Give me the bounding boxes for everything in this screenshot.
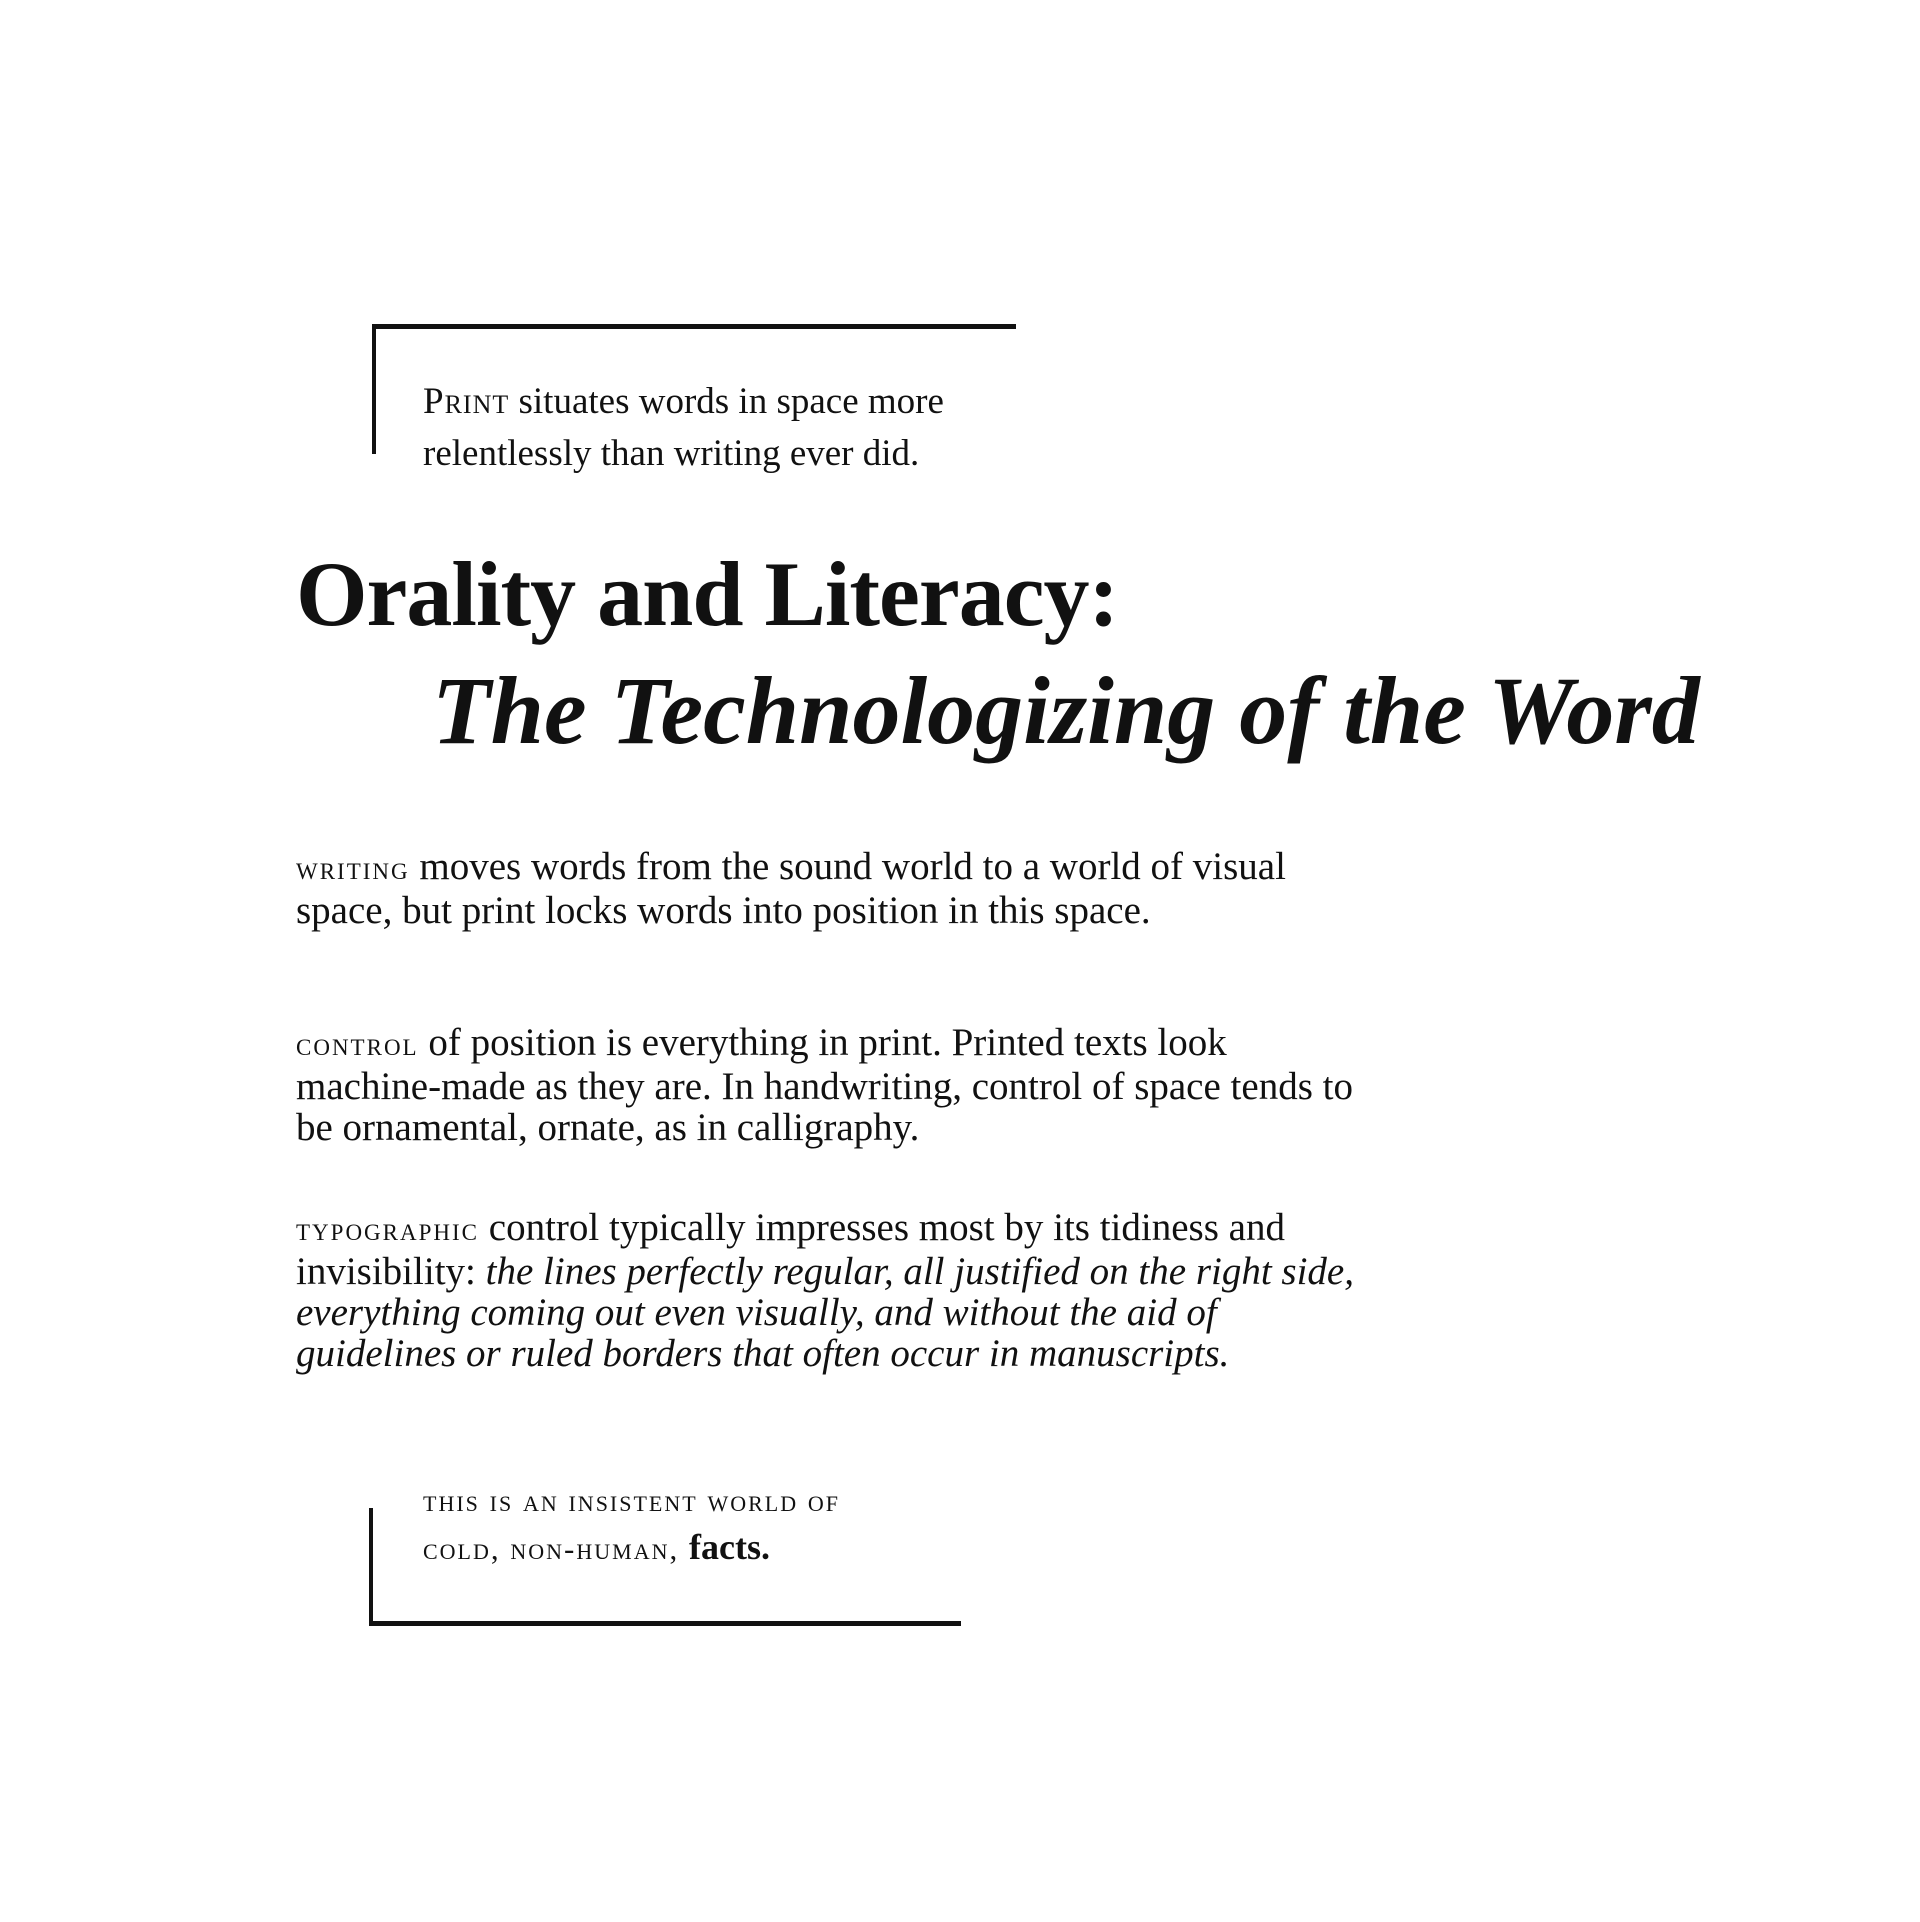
paragraph-lead-word: typographic bbox=[296, 1212, 480, 1248]
bottom-quote-line2: cold, non-human, bbox=[423, 1531, 689, 1566]
paragraph-control bbox=[296, 1022, 1356, 1148]
top-bracket-vertical-rule bbox=[372, 324, 376, 454]
page-subtitle: The Technologizing of the Word bbox=[432, 657, 1700, 764]
top-bracket-horizontal-rule bbox=[372, 324, 1016, 329]
bottom-quote-line1: this is an insistent world of bbox=[423, 1483, 840, 1518]
paragraph-text: of position is everything in print. Printed texts look machine-made as they are. In handwriting, control of space tends to be ornamental, ornate, as in calligraphy. bbox=[296, 1021, 1353, 1149]
top-quote-lead-word: Print bbox=[423, 381, 510, 422]
bottom-quote-emphasis: facts. bbox=[689, 1527, 770, 1567]
paragraph-writing bbox=[296, 846, 1356, 931]
top-quote-line2: relentlessly than writing ever did. bbox=[423, 433, 920, 474]
top-quote-line1-rest: situates words in space more bbox=[509, 381, 944, 422]
page-title: Orality and Literacy: bbox=[296, 543, 1119, 645]
paragraph-text: moves words from the sound world to a world of visual space, but print locks words into position in this space. bbox=[296, 845, 1286, 932]
bottom-bracket-horizontal-rule bbox=[369, 1621, 961, 1626]
bottom-quote-line2-wrap bbox=[423, 1524, 840, 1572]
top-pull-quote bbox=[423, 376, 944, 480]
bottom-bracket-vertical-rule bbox=[369, 1508, 373, 1626]
paragraph-lead-word: writing bbox=[296, 851, 410, 887]
paragraph-text: control typically impresses most by its tidiness and invisibility: bbox=[296, 1206, 1285, 1293]
paragraph-lead-word: control bbox=[296, 1027, 419, 1063]
paragraph-typographic bbox=[296, 1207, 1356, 1374]
bottom-pull-quote bbox=[423, 1478, 840, 1572]
paragraph-italic-text: the lines perfectly regular, all justified on the right side, everything coming out even visually, and without the aid of guidelines or ruled borders that often occur in manuscripts. bbox=[296, 1250, 1354, 1375]
